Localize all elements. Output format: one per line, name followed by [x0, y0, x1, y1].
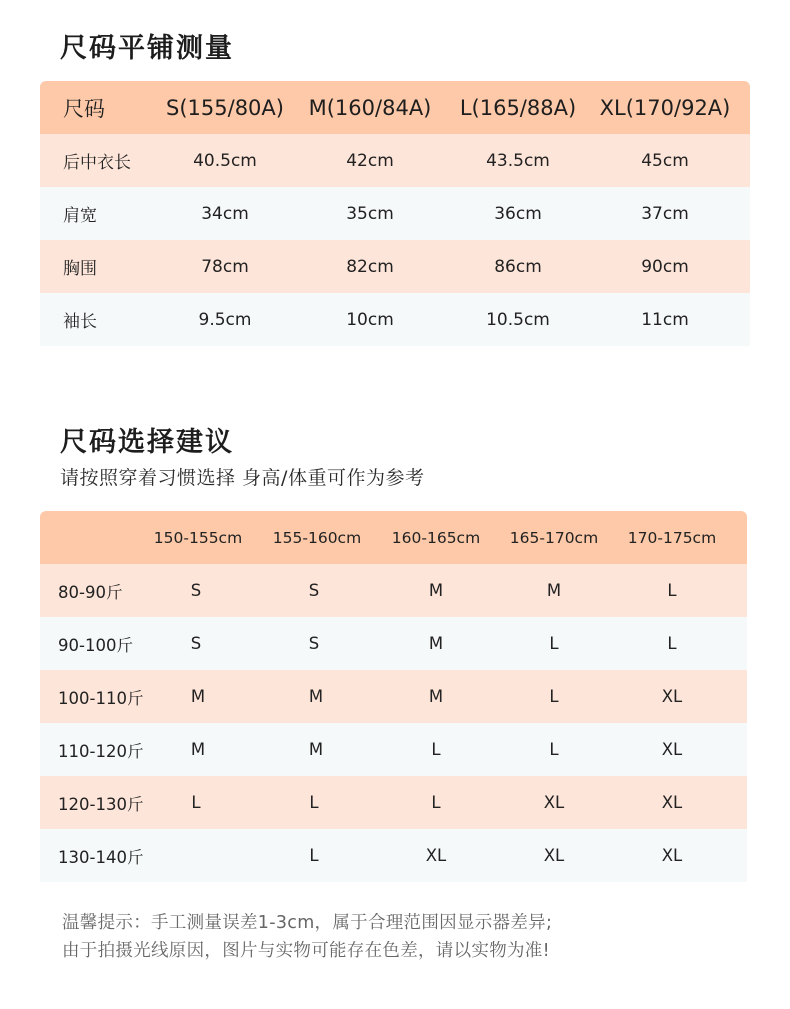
table-cell: 10cm [346, 309, 394, 330]
table-cell: L [667, 581, 677, 600]
table-cell: S [308, 634, 320, 653]
table-cell: M [308, 687, 324, 706]
header-cell-m: M(160/84A) [308, 95, 432, 120]
recommendation-table [40, 511, 747, 882]
row-label: 胸围 [63, 259, 97, 279]
table-cell: L [431, 793, 441, 812]
table-cell: 36cm [494, 203, 542, 224]
table-cell: 45cm [641, 150, 689, 171]
table-cell: L [309, 846, 319, 865]
row-label: 袖长 [63, 312, 97, 332]
table-cell: S [190, 581, 202, 600]
table-cell: L [549, 634, 559, 653]
table-row [40, 617, 747, 670]
table-cell: L [431, 740, 441, 759]
table-cell: 11cm [641, 309, 689, 330]
header-cell-l: L(165/88A) [459, 95, 577, 120]
header-cell-height: 170-175cm [627, 528, 717, 547]
table-cell: 42cm [346, 150, 394, 171]
table-cell: M [190, 687, 206, 706]
recommendation-subtitle: 请按照穿着习惯选择 身高/体重可作为参考 [60, 467, 425, 489]
table-cell: 86cm [494, 256, 542, 277]
header-cell-height: 160-165cm [391, 528, 481, 547]
header-cell-size: 尺码 [63, 96, 105, 121]
measurement-row-length [40, 134, 750, 187]
table-cell: M [428, 687, 444, 706]
table-cell: 40.5cm [193, 150, 257, 171]
table-cell: L [309, 793, 319, 812]
table-cell: 10.5cm [486, 309, 550, 330]
row-label: 130-140斤 [58, 847, 144, 867]
table-cell: XL [543, 846, 565, 865]
table-cell: M [546, 581, 562, 600]
table-cell: XL [425, 846, 447, 865]
table-cell: L [549, 687, 559, 706]
table-cell: S [308, 581, 320, 600]
row-label: 80-90斤 [58, 582, 123, 602]
recommendation-title: 尺码选择建议 [60, 427, 234, 458]
table-cell: 82cm [346, 256, 394, 277]
table-cell: M [428, 581, 444, 600]
table-cell: 35cm [346, 203, 394, 224]
table-cell: XL [661, 687, 683, 706]
header-cell-height: 150-155cm [153, 528, 243, 547]
row-label: 后中衣长 [63, 153, 131, 173]
table-row [40, 670, 747, 723]
table-cell: 9.5cm [198, 309, 252, 330]
row-label: 100-110斤 [58, 688, 144, 708]
table-cell: 37cm [641, 203, 689, 224]
table-cell: XL [543, 793, 565, 812]
table-row [40, 564, 747, 617]
measurement-title: 尺码平铺测量 [60, 33, 234, 64]
row-label: 肩宽 [63, 206, 97, 226]
header-cell-s: S(155/80A) [166, 95, 284, 120]
measurement-row-sleeve [40, 293, 750, 346]
table-cell: XL [661, 740, 683, 759]
table-cell: XL [661, 793, 683, 812]
table-cell: L [191, 793, 201, 812]
table-row [40, 829, 747, 882]
table-cell: L [549, 740, 559, 759]
header-cell-height: 155-160cm [272, 528, 362, 547]
table-row [40, 723, 747, 776]
table-cell: M [190, 740, 206, 759]
table-row [40, 776, 747, 829]
row-label: 90-100斤 [58, 635, 133, 655]
header-cell-empty [58, 511, 148, 564]
note-line-2: 由于拍摄光线原因，图片与实物可能存在色差，请以实物为准! [62, 941, 550, 961]
table-cell: 43.5cm [486, 150, 550, 171]
table-cell: 34cm [201, 203, 249, 224]
header-cell-height: 165-170cm [509, 528, 599, 547]
measurement-header-row [40, 81, 750, 134]
table-cell: 78cm [201, 256, 249, 277]
measurement-table [40, 81, 750, 346]
table-cell: 90cm [641, 256, 689, 277]
table-cell: L [667, 634, 677, 653]
table-cell: M [308, 740, 324, 759]
table-cell [141, 829, 251, 882]
recommendation-header-row [40, 511, 747, 564]
header-cell-xl: XL(170/92A) [599, 95, 731, 120]
note-line-1: 温馨提示：手工测量误差1-3cm，属于合理范围因显示器差异; [62, 913, 553, 933]
table-cell: S [190, 634, 202, 653]
table-cell: XL [661, 846, 683, 865]
measurement-row-shoulder [40, 187, 750, 240]
row-label: 120-130斤 [58, 794, 144, 814]
measurement-row-chest [40, 240, 750, 293]
row-label: 110-120斤 [58, 741, 144, 761]
table-cell: M [428, 634, 444, 653]
